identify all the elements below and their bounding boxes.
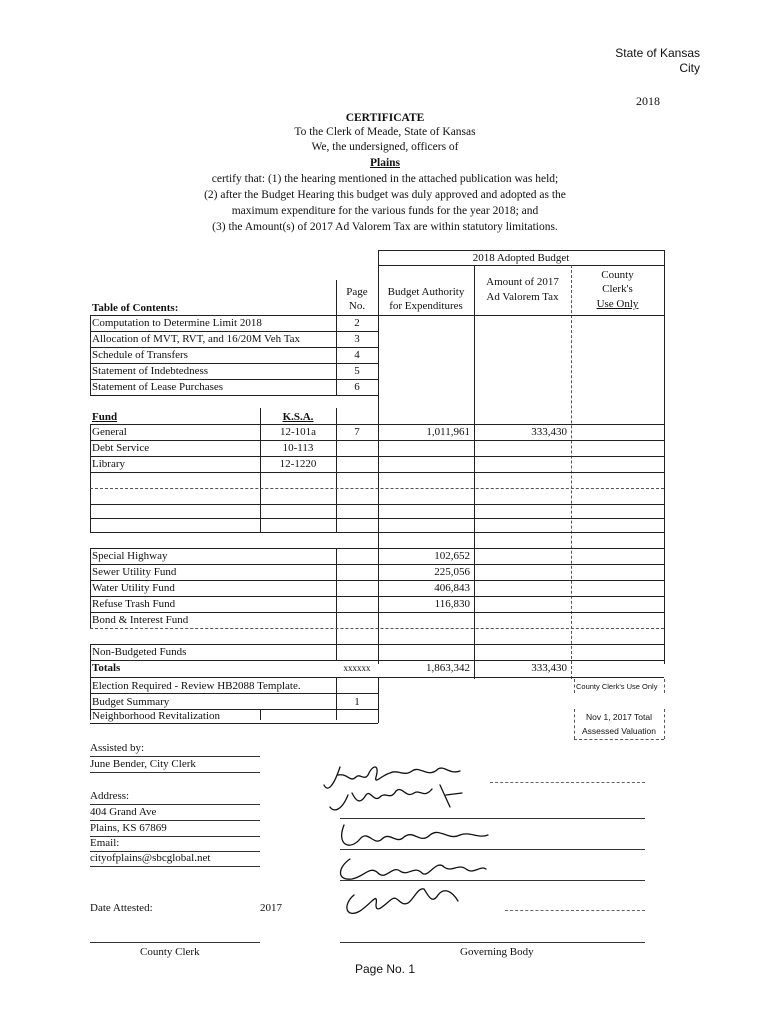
toc-page: 2 [354,317,360,329]
date-attested-year: 2017 [260,902,282,914]
address-line-2: Plains, KS 67869 [90,822,167,834]
other-fund-name: Special Highway [92,550,168,562]
state-label: State of Kansas [615,46,700,60]
col-county-header: County [601,269,634,281]
fund-name: Library [92,458,125,470]
col-budget-header-2: for Expenditures [389,300,463,312]
toc-item: Computation to Determine Limit 2018 [92,317,262,329]
other-fund-name: Refuse Trash Fund [92,598,176,610]
governing-body-signatures [320,755,500,925]
col-tax-header: Amount of 2017 [486,276,559,288]
certificate-city-name: Plains [369,157,401,169]
fund-ksa: 12-101a [279,426,317,438]
other-fund-budget: 406,843 [434,582,470,594]
certify-line-2: (2) after the Budget Hearing this budget was duly approved and adopted as the [204,189,566,201]
col-page-header-2: No. [348,300,366,312]
toc-item: Statement of Lease Purchases [92,381,224,393]
governing-body-label: Governing Body [460,946,534,958]
budget-year: 2018 [636,94,660,108]
adopted-budget-header: 2018 Adopted Budget [472,252,570,264]
fund-name: General [92,426,127,438]
assisted-by-name: June Bender, City Clerk [90,758,196,770]
city-label: City [679,61,700,75]
certify-line-4: (3) the Amount(s) of 2017 Ad Valorem Tax are within statutory limitations. [212,221,558,233]
email-value: cityofplains@sbcglobal.net [90,852,211,864]
valuation-note-2: Assessed Valuation [581,726,657,736]
date-attested-label: Date Attested: [90,902,153,914]
toc-item: Schedule of Transfers [92,349,188,361]
col-budget-header: Budget Authority [387,286,465,298]
totals-page: xxxxxx [343,663,371,673]
other-fund-name: Bond & Interest Fund [92,614,189,626]
fund-budget: 1,011,961 [426,426,470,438]
email-label: Email: [90,837,120,849]
other-fund-name: Water Utility Fund [92,582,175,594]
col-page-header: Page [346,286,368,298]
fund-ksa: 10-113 [282,442,314,454]
county-clerk-label: County Clerk [140,946,200,958]
toc-label: Table of Contents: [92,302,179,314]
other-fund-name: Sewer Utility Fund [92,566,177,578]
assisted-by-label: Assisted by: [90,742,145,754]
other-fund-budget: 225,056 [434,566,470,578]
certify-line-3: maximum expenditure for the various funds for the year 2018; and [231,205,539,217]
address-line-1: 404 Grand Ave [90,806,157,818]
col-county-header-3: Use Only [596,298,639,310]
totals-label: Totals [92,662,121,674]
election-required-label: Election Required - Review HB2088 Template. [92,680,301,692]
valuation-note-1: Nov 1, 2017 Total [586,712,652,722]
toc-item: Statement of Indebtedness [92,365,209,377]
col-tax-header-2: Ad Valorem Tax [486,291,559,303]
toc-page: 4 [354,349,360,361]
other-fund-budget: 102,652 [434,550,470,562]
page-number: Page No. 1 [354,962,416,976]
fund-name: Debt Service [92,442,150,454]
fund-tax: 333,430 [531,426,567,438]
toc-page: 6 [354,381,360,393]
certificate-to-line: To the Clerk of Meade, State of Kansas [294,126,476,138]
county-clerk-use-note: County Clerk's Use Only [576,682,658,691]
col-county-header-2: Clerk's [602,283,633,295]
other-fund-budget: 116,830 [434,598,470,610]
budget-summary-label: Budget Summary [92,696,170,708]
totals-budget: 1,863,342 [426,662,470,674]
budget-summary-page: 1 [354,696,360,708]
totals-tax: 333,430 [531,662,567,674]
toc-item: Allocation of MVT, RVT, and 16/20M Veh Tax [92,333,301,345]
fund-page: 7 [354,426,360,438]
certify-line-1: certify that: (1) the hearing mentioned in the attached publication was held; [211,173,559,185]
ksa-label: K.S.A. [282,411,314,423]
address-label: Address: [90,790,130,802]
fund-label: Fund [92,411,118,423]
certificate-title: CERTIFICATE [345,112,425,124]
toc-page: 5 [354,365,360,377]
non-budgeted-label: Non-Budgeted Funds [92,646,187,658]
fund-ksa: 12-1220 [279,458,317,470]
toc-page: 3 [354,333,360,345]
neighborhood-revitalization-label: Neighborhood Revitalization [92,710,220,722]
certificate-we-line: We, the undersigned, officers of [311,141,459,153]
